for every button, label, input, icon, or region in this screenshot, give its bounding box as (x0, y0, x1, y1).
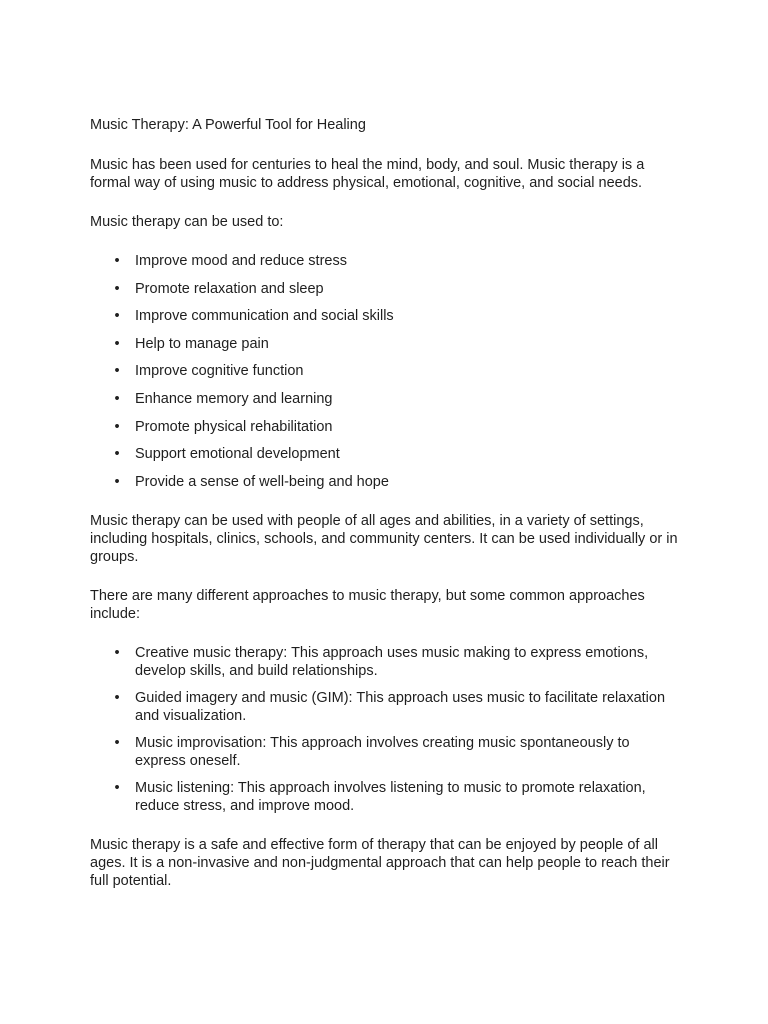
settings-paragraph: Music therapy can be used with people of all ages and abilities, in a variety of settings, including hospitals, clinics, schools, and community centers. It can be used individually or in groups. (90, 512, 678, 565)
intro-paragraph: Music has been used for centuries to heal the mind, body, and soul. Music therapy is a formal way of using music to address physical, emotional, cognitive, and social needs. (90, 157, 645, 191)
document-title: Music Therapy: A Powerful Tool for Healing (90, 117, 366, 133)
list-item-text: Music improvisation: This approach involves creating music spontaneously to express oneself. (135, 734, 630, 769)
bullet-icon: • (114, 779, 120, 796)
list-item (90, 335, 680, 353)
document-page (90, 116, 680, 911)
approaches-intro-paragraph: There are many different approaches to music therapy, but some common approaches include: (90, 587, 645, 622)
list-item-text: Music listening: This approach involves listening to music to promote relaxation, reduce stress, and improve mood. (135, 779, 646, 814)
list-item-text: Improve cognitive function (135, 363, 304, 380)
list-item-text: Creative music therapy: This approach uses music making to express emotions, develop skills, and build relationships. (135, 644, 649, 679)
list-item-text: Provide a sense of well-being and hope (135, 473, 389, 490)
list-item-text: Improve communication and social skills (135, 308, 394, 325)
list-item-text: Promote relaxation and sleep (135, 280, 324, 297)
list-item (90, 779, 680, 815)
list-item (90, 390, 680, 408)
uses-intro-paragraph: Music therapy can be used to: (90, 214, 284, 230)
bullet-icon: • (114, 644, 120, 661)
bullet-icon: • (114, 280, 120, 297)
bullet-icon: • (114, 390, 120, 407)
list-item (90, 644, 680, 680)
bullet-icon: • (114, 734, 120, 751)
list-item (90, 473, 680, 491)
bullet-icon: • (114, 473, 120, 490)
list-item-text: Promote physical rehabilitation (135, 418, 333, 435)
list-item-text: Enhance memory and learning (135, 390, 333, 407)
bullet-icon: • (114, 308, 120, 325)
list-item-text: Support emotional development (135, 446, 340, 463)
bullet-icon: • (114, 253, 120, 269)
list-item (90, 362, 680, 380)
list-item (90, 280, 680, 298)
list-item (90, 252, 680, 270)
bullet-icon: • (114, 418, 120, 435)
list-item-text: Help to manage pain (135, 335, 269, 352)
bullet-icon: • (114, 363, 120, 380)
approaches-list (90, 644, 680, 815)
list-item (90, 307, 680, 325)
list-item (90, 734, 680, 770)
bullet-icon: • (114, 446, 120, 463)
list-item-text: Guided imagery and music (GIM): This approach uses music to facilitate relaxation and visualization. (135, 689, 666, 724)
list-item (90, 445, 680, 463)
uses-list (90, 252, 680, 491)
conclusion-paragraph: Music therapy is a safe and effective form of therapy that can be enjoyed by people of all ages. It is a non-invasive and non-judgmental approach that can help people to reach their full potential. (90, 836, 670, 889)
list-item (90, 689, 680, 725)
bullet-icon: • (114, 335, 120, 352)
list-item (90, 418, 680, 436)
list-item-text: Improve mood and reduce stress (135, 253, 347, 269)
bullet-icon: • (114, 689, 120, 706)
